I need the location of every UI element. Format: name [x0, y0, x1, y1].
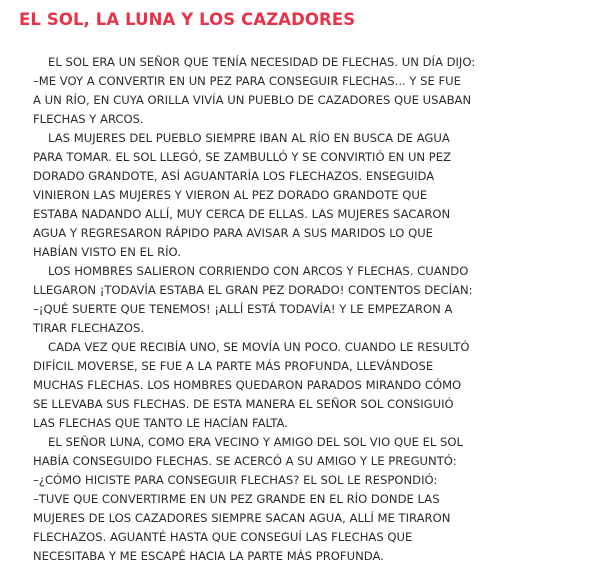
story-line: LAS FLECHAS QUE TANTO LE HACÍAN FALTA.: [33, 416, 288, 430]
story-line: VINIERON LAS MUJERES Y VIERON AL PEZ DORADO GRANDOTE QUE: [33, 188, 428, 202]
story-line: FLECHAS Y ARCOS.: [33, 112, 144, 126]
story-line: –ME VOY A CONVERTIR EN UN PEZ PARA CONSEGUIR FLECHAS... Y SE FUE: [33, 74, 461, 88]
story-line: PARA TOMAR. EL SOL LLEGÓ, SE ZAMBULLÓ Y SE CONVIRTIÓ EN UN PEZ: [33, 150, 452, 164]
story-body: [33, 53, 573, 566]
story-line: NECESITABA Y ME ESCAPÉ HACIA LA PARTE MÁS PROFUNDA.: [33, 549, 384, 563]
story-line: CADA VEZ QUE RECIBÍA UNO, SE MOVÍA UN POCO. CUANDO LE RESULTÓ: [48, 340, 470, 354]
story-line: EL SEÑOR LUNA, COMO ERA VECINO Y AMIGO DEL SOL VIO QUE EL SOL: [48, 435, 463, 449]
story-line: LLEGARON ¡TODAVÍA ESTABA EL GRAN PEZ DORADO! CONTENTOS DECÍAN:: [33, 283, 473, 297]
story-line: –TUVE QUE CONVERTIRME EN UN PEZ GRANDE EN EL RÍO DONDE LAS: [33, 492, 440, 506]
story-line: FLECHAZOS. AGUANTÉ HASTA QUE CONSEGUÍ LAS FLECHAS QUE: [33, 530, 413, 544]
story-line: DIFÍCIL MOVERSE, SE FUE A LA PARTE MÁS PROFUNDA, LLEVÁNDOSE: [33, 359, 434, 373]
story-line: HABÍA CONSEGUIDO FLECHAS. SE ACERCÓ A SU AMIGO Y LE PREGUNTÓ:: [33, 454, 457, 468]
story-title: EL SOL, LA LUNA Y LOS CAZADORES: [19, 10, 356, 29]
story-line: EL SOL ERA UN SEÑOR QUE TENÍA NECESIDAD DE FLECHAS. UN DÍA DIJO:: [48, 55, 476, 69]
story-line: MUJERES DE LOS CAZADORES SIEMPRE SACAN AGUA, ALLÍ ME TIRARON: [33, 511, 451, 525]
story-line: SE LLEVABA SUS FLECHAS. DE ESTA MANERA EL SEÑOR SOL CONSIGUIÓ: [33, 397, 454, 411]
story-line: ESTABA NADANDO ALLÍ, MUY CERCA DE ELLAS. LAS MUJERES SACARON: [33, 207, 451, 221]
story-line: HABÍAN VISTO EN EL RÍO.: [33, 245, 181, 259]
story-line: MUCHAS FLECHAS. LOS HOMBRES QUEDARON PARADOS MIRANDO CÓMO: [33, 378, 462, 392]
story-line: LAS MUJERES DEL PUEBLO SIEMPRE IBAN AL RÍO EN BUSCA DE AGUA: [48, 131, 450, 145]
story-line: A UN RÍO, EN CUYA ORILLA VIVÍA UN PUEBLO DE CAZADORES QUE USABAN: [33, 93, 472, 107]
story-line: LOS HOMBRES SALIERON CORRIENDO CON ARCOS Y FLECHAS. CUANDO: [48, 264, 469, 278]
story-line: DORADO GRANDOTE, ASÍ AGUANTARÍA LOS FLECHAZOS. ENSEGUIDA: [33, 169, 435, 183]
story-line: –¡QUÉ SUERTE QUE TENEMOS! ¡ALLÍ ESTÁ TODAVÍA! Y LE EMPEZARON A: [33, 302, 453, 316]
story-line: –¿CÓMO HICISTE PARA CONSEGUIR FLECHAS? EL SOL LE RESPONDIÓ:: [33, 473, 438, 487]
story-line: AGUA Y REGRESARON RÁPIDO PARA AVISAR A SUS MARIDOS LO QUE: [33, 226, 434, 240]
story-line: TIRAR FLECHAZOS.: [33, 321, 145, 335]
